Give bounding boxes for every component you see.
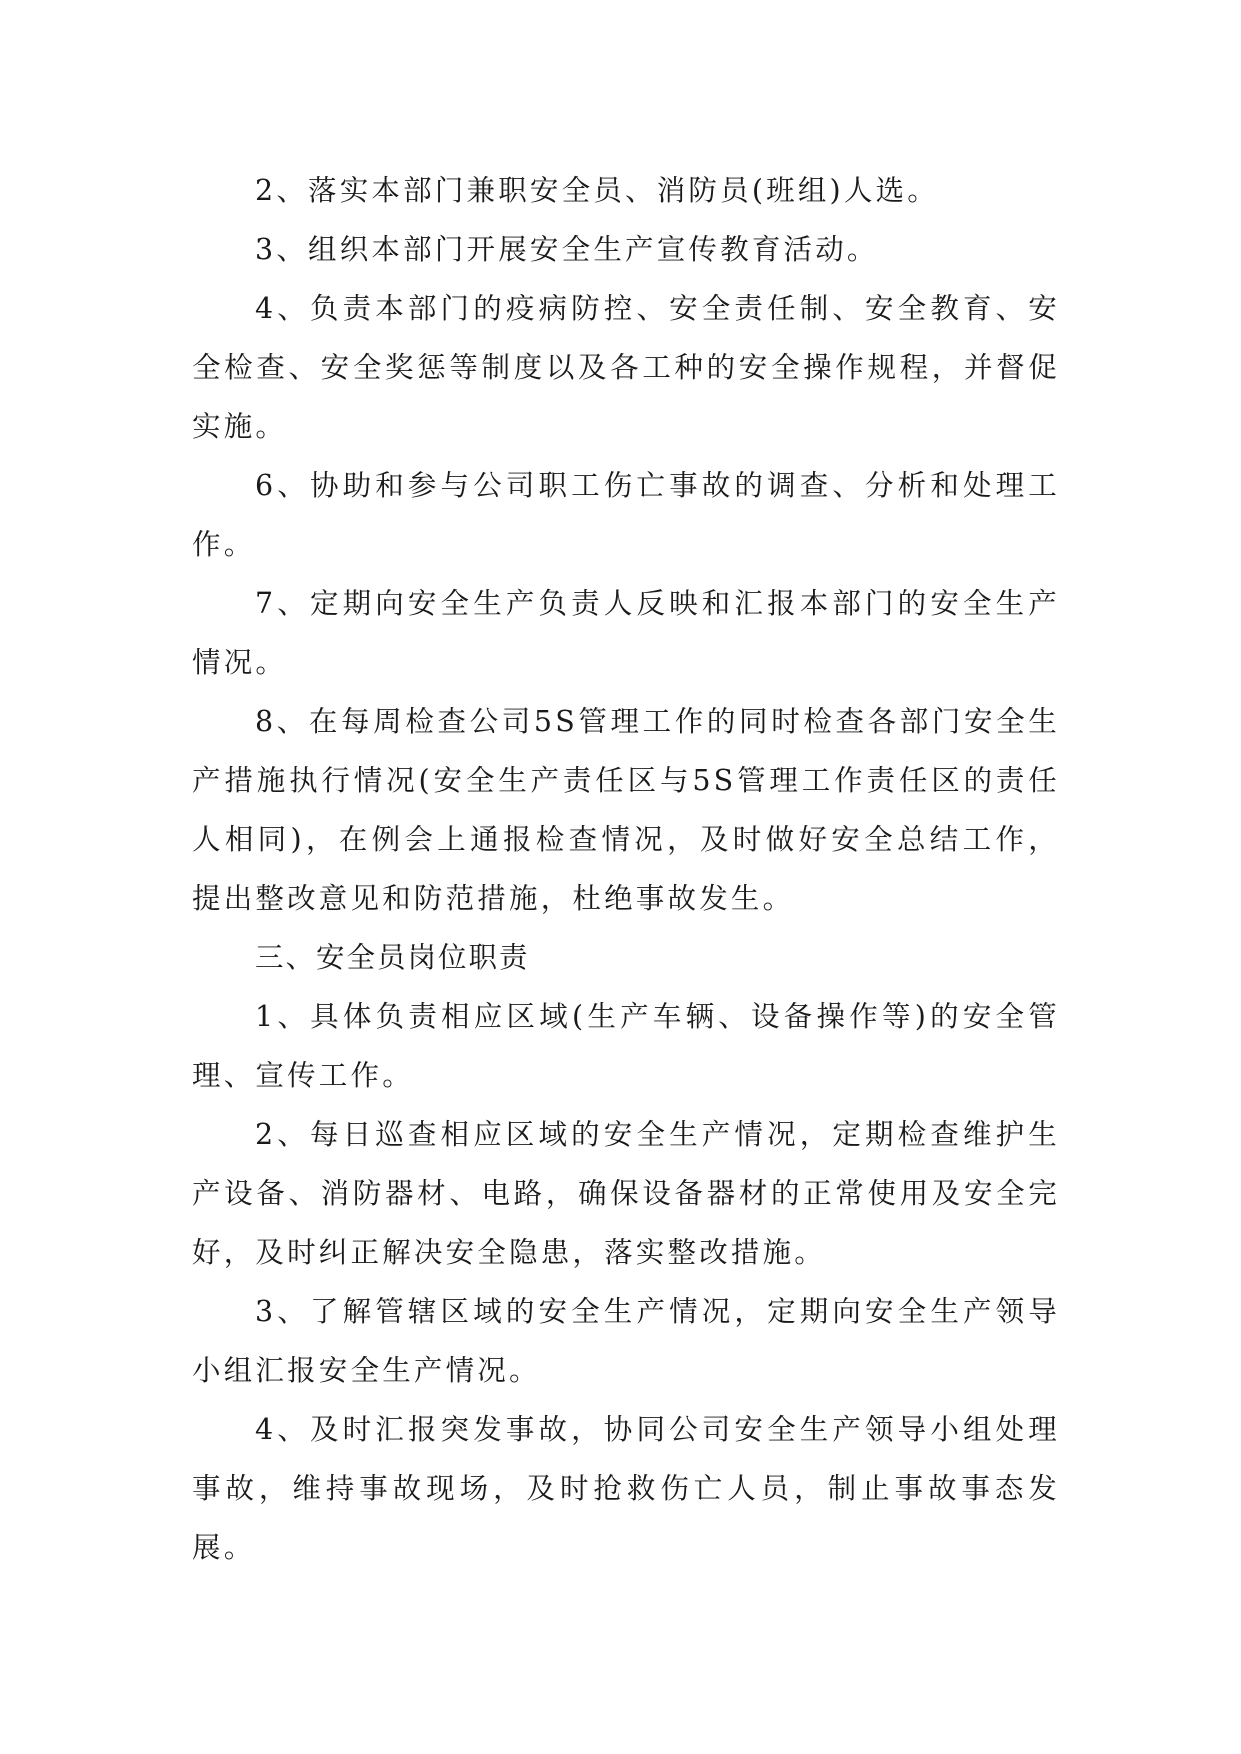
document-body [192, 161, 1060, 1577]
section-paragraph-4: 4、及时汇报突发事故，协同公司安全生产领导小组处理事故，维持事故现场，及时抢救伤亡人员，制止事故事态发展。 [192, 1413, 1060, 1564]
paragraph-item-6: 6、协助和参与公司职工伤亡事故的调查、分析和处理工作。 [192, 469, 1060, 561]
section-heading: 三、安全员岗位职责 [255, 941, 530, 974]
paragraph-item-2: 2、落实本部门兼职安全员、消防员(班组)人选。 [255, 174, 939, 207]
section-paragraph-3: 3、了解管辖区域的安全生产情况，定期向安全生产领导小组汇报安全生产情况。 [192, 1295, 1060, 1387]
paragraph-item-8: 8、在每周检查公司5S管理工作的同时检查各部门安全生产措施执行情况(安全生产责任区与5S管理工作责任区的责任人相同)，在例会上通报检查情况，及时做好安全总结工作，提出整改意见和防范措施，杜绝事故发生。 [192, 705, 1060, 915]
paragraph-item-3: 3、组织本部门开展安全生产宣传教育活动。 [255, 233, 879, 266]
section-paragraph-2: 2、每日巡查相应区域的安全生产情况，定期检查维护生产设备、消防器材、电路，确保设备器材的正常使用及安全完好，及时纠正解决安全隐患，落实整改措施。 [192, 1118, 1060, 1269]
paragraph-item-7: 7、定期向安全生产负责人反映和汇报本部门的安全生产情况。 [192, 587, 1060, 679]
paragraph-item-4: 4、负责本部门的疫病防控、安全责任制、安全教育、安全检查、安全奖惩等制度以及各工种的安全操作规程，并督促实施。 [192, 292, 1060, 443]
section-paragraph-1: 1、具体负责相应区域(生产车辆、设备操作等)的安全管理、宣传工作。 [192, 1000, 1060, 1092]
